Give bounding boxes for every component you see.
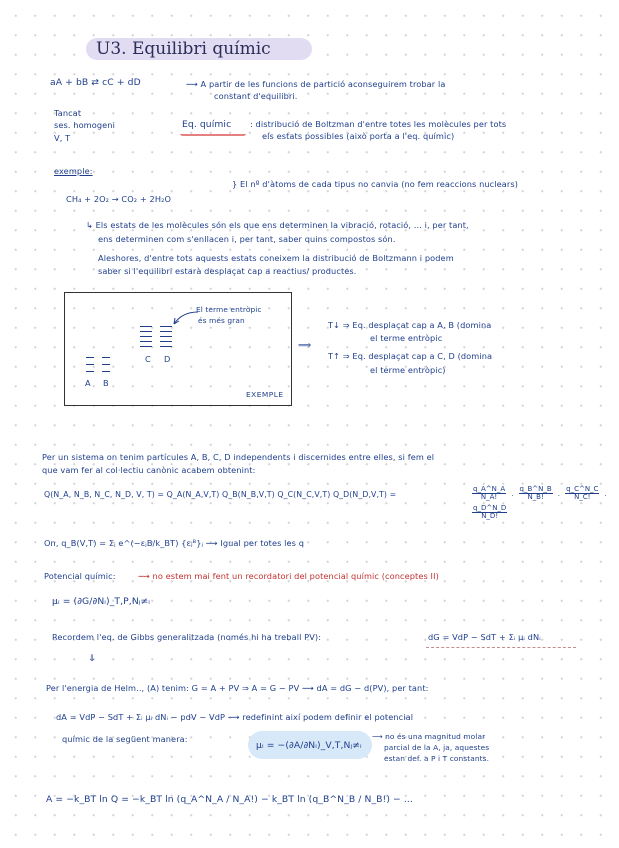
example-line-4: saber si l'equilibri estarà desplaçat cap a reactius/ productes. [98,266,357,276]
gibbs-equation: dG = VdP − SdT + Σᵢ μᵢ dNᵢ [428,632,541,642]
helmholtz-text: Per l'energia de Helm.., (A) tenim: G = A + PV ⇒ A = G − PV ⟿ dA = dG − d(PV), per tant: [46,683,429,693]
fraction-c: $\frac{q\_C\^{}N\_C}{N\_C!}$ [566,485,599,501]
mu-formula: μᵢ = (∂G/∂Nᵢ)_T,P,Nⱼ≠ᵢ [52,596,151,607]
t-up-1: T↑ ⇒ Eq. desplaçat cap a C, D (domina [328,351,493,361]
example-line-2: ens determinen com s'enllacen i, per tant, saber quins compostos són. [98,234,396,244]
example-line-3: Aleshores, d'entre tots aquests estats coneixem la distribució de Boltzmann i podem [98,253,454,263]
gibbs-text: Recordem l'eq. de Gibbs generalitzada (només hi ha treball PV): [52,632,322,642]
system-label-2: ses. homogeni [54,120,115,130]
eq-definition-2: els estats possibles (això porta a l'eq. químic) [262,131,455,141]
label-c: C [145,354,151,364]
example-note: } El nº d'àtoms de cada tipus no canvia (no fem reaccions nuclears) [232,179,519,189]
annotation-arrow-icon [170,308,200,328]
annotation-2: és més gran [198,316,245,325]
example-label: exemple: [54,166,93,176]
fraction-a: $\frac{q\_A\^{}N\_A}{N\_A!}$ [473,485,506,501]
example-reaction: CH₄ + 2O₂ → CO₂ + 2H₂O [66,194,172,204]
intro-text-1: ⟿ A partir de les funcions de partició aconseguirem trobar la [186,79,446,89]
quimic-text: químic de la següent manera: [62,734,188,744]
implies-arrow-icon: ⟹ [298,340,312,351]
eq-quimic-term: Eq. químic [182,119,232,130]
partition-equation: Q(N_A, N_B, N_C, N_D, V, T) = Q_A(N_A,V,T) Q_B(N_B,V,T) Q_C(N_C,V,T) Q_D(N_D,V,T) = [44,490,397,499]
fraction-b: $\frac{q\_B\^{}N\_B}{N\_B!}$ [519,485,552,501]
system-label-3: V, T [54,133,71,143]
dA-equation: dA = VdP − SdT + Σᵢ μᵢ dNᵢ − pdV − VdP ⟿ redefinint així podem definir el potencial [56,712,414,722]
example-tag: EXEMPLE [246,390,284,399]
mu-A-formula: μᵢ = −(∂A/∂Nᵢ)_V,T,Nⱼ≠ᵢ [256,740,362,751]
potential-label: Potencial químic: [44,571,116,581]
gibbs-underline [426,644,576,648]
final-equation: A = −k_BT ln Q = −k_BT ln (q_A^N_A / N_A!) − k_BT ln (q_B^N_B / N_B!) − ... [46,794,413,805]
partition-intro-2: que vam fer al col·lectiu canònic acabem obtenint: [42,465,256,475]
label-b: B [103,378,109,388]
t-down-2: el terme entròpic [370,333,443,343]
partition-intro-1: Per un sistema on tenim partícules A, B, C, D independents i discernides entre elles, si fem el [42,452,435,462]
partition-fractions: $\frac{q\_A\^{}N\_A}{N\_A!}$ · $\frac{q\_B\^{}N\_B}{N\_B!}$ · $\frac{q\_C\^{}N\_C}{N\_C!}$ · $\frac{q\_D\^{}N\_D}{N\_D!}$ [473,485,607,520]
down-arrow-icon: ⇓ [88,653,96,664]
label-a: A [85,378,91,388]
t-down-1: T↓ ⇒ Eq. desplaçat cap a A, B (domina [328,320,492,330]
note-1: ⟶ no és una magnitud molar [372,732,486,741]
fraction-d: $\frac{q\_D\^{}N\_D}{N\_D!}$ [473,504,507,520]
note-3: estan def. a P i T constants. [384,754,490,763]
note-2: parcial de la A, ja, aquestes [384,743,490,752]
page-title: U3. Equilibri químic [96,39,271,59]
t-up-2: el terme entròpic) [370,365,446,375]
label-d: D [164,354,171,364]
reaction-equation: aA + bB ⇄ cC + dD [50,77,141,88]
intro-text-2: constant d'equilibri. [214,91,298,101]
eq-definition-1: : distribució de Boltzman d'entre totes les molècules per tots [250,119,507,129]
annotation-1: El terme entròpic [196,305,262,314]
example-line-1: ↳ Els estats de les molècules són els que ens determinen la vibració, rotació, ... i, per tant, [86,220,469,230]
partition-on-line: On, q_B(V,T) = Σⱼ e^(−εⱼB/k_BT) {εⱼᴮ}ⱼ ⟿ Igual per totes les q [44,538,305,548]
term-underline [180,131,246,136]
potential-red-note: ⟿ no estem mai fent un recordatori del potencial químic (conceptes II) [138,571,439,581]
system-label-1: Tancat [54,108,82,118]
